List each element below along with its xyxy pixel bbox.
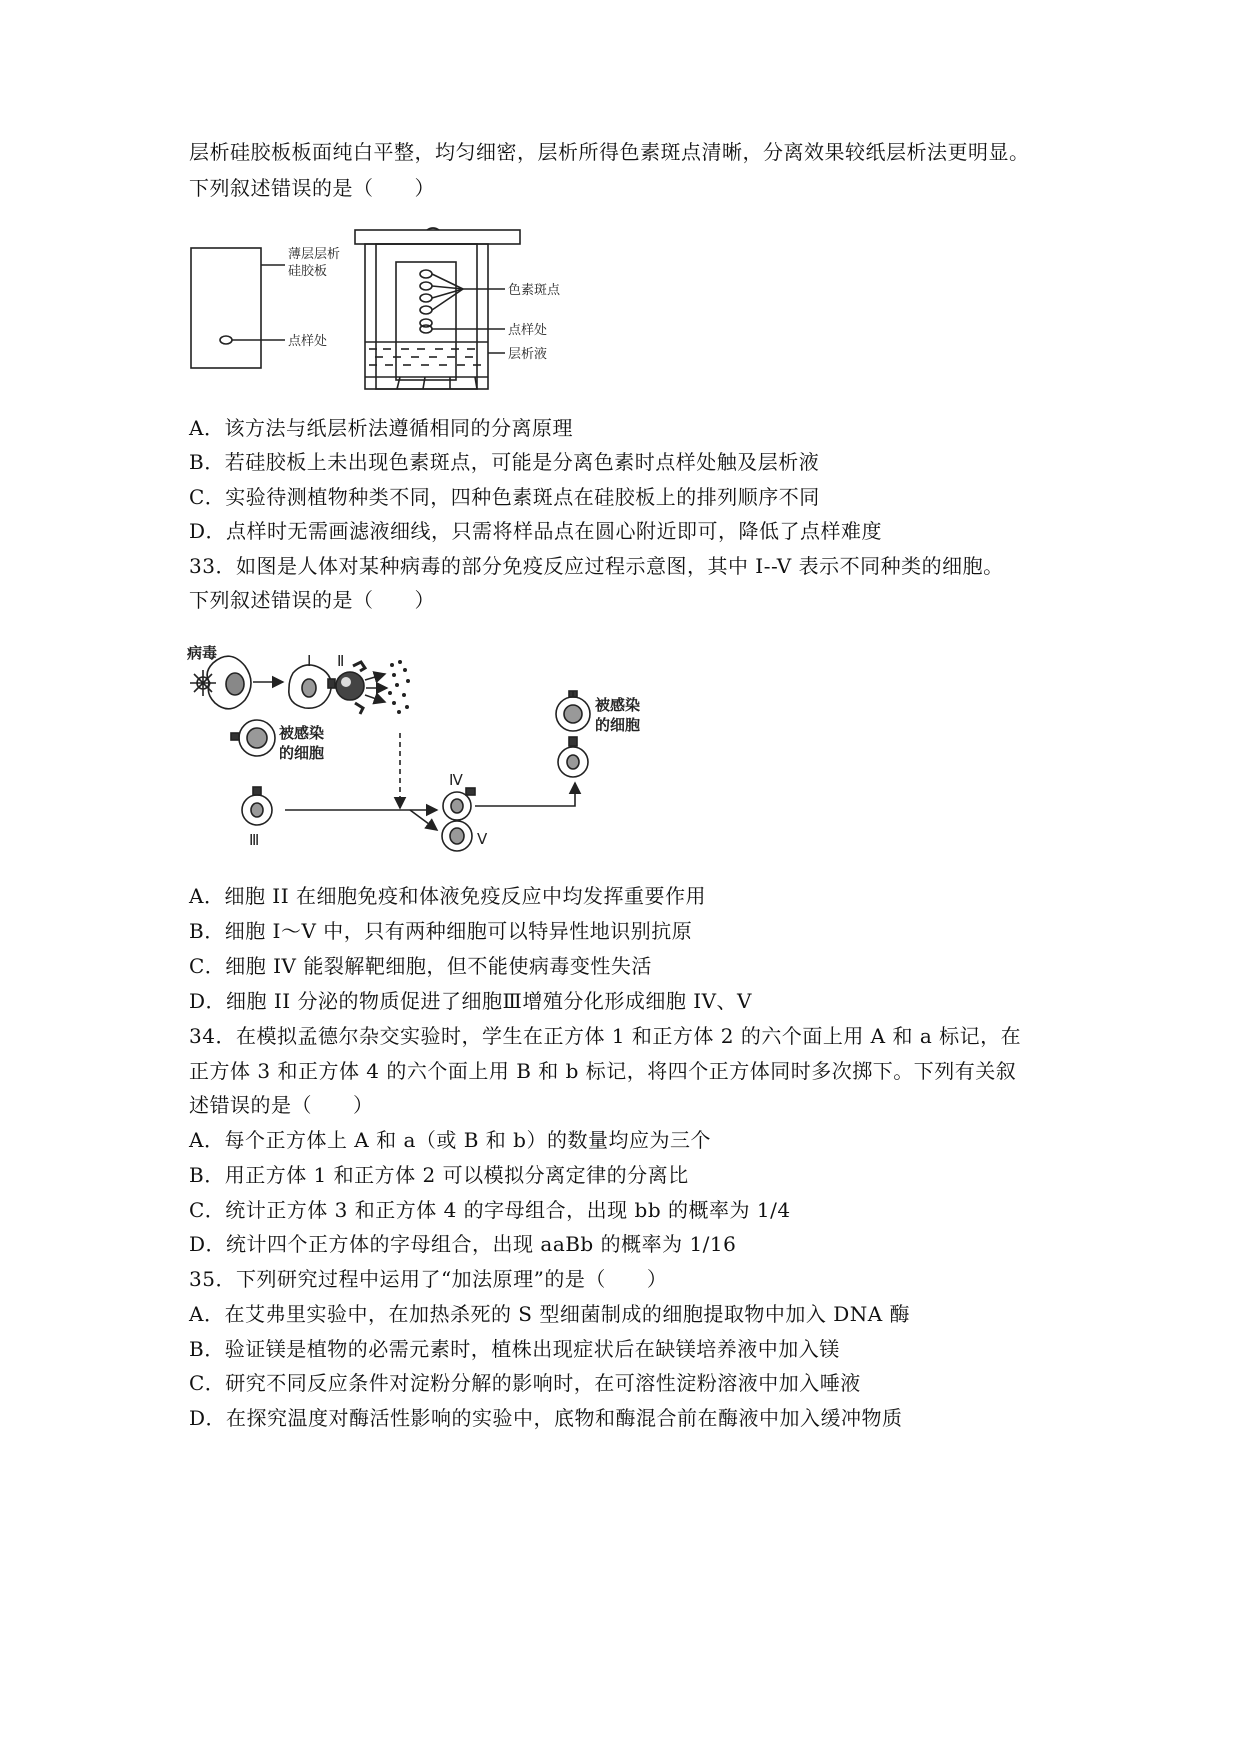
jar-lid (355, 230, 520, 244)
infected-label-2b: 的细胞 (595, 716, 641, 734)
immune-response-diagram (185, 638, 695, 863)
q33-stem-2: 下列叙述错误的是（ ） (189, 588, 435, 612)
pigment-spot-label: 色素斑点 (508, 283, 561, 298)
chromatography-diagram (185, 225, 605, 395)
q34-stem-1: 34．在模拟孟德尔杂交实验时，学生在正方体 1 和正方体 2 的六个面上用 A 和 a 标记，在 (189, 1024, 1022, 1048)
q32-option-a: A．该方法与纸层析法遵循相同的分离原理 (189, 416, 573, 440)
q35-option-c: C．研究不同反应条件对淀粉分解的影响时，在可溶性淀粉溶液中加入唾液 (189, 1371, 861, 1395)
silica-plate-left (191, 248, 261, 368)
silica-plate-jar (396, 262, 456, 380)
infected-label-1b: 的细胞 (279, 744, 325, 762)
q35-option-a: A．在艾弗里实验中，在加热杀死的 S 型细菌制成的细胞提取物中加入 DNA 酶 (189, 1302, 911, 1326)
q34-stem-3: 述错误的是（ ） (189, 1093, 374, 1117)
spot-left (220, 336, 232, 344)
q33-option-d: D．细胞 II 分泌的物质促进了细胞Ⅲ增殖分化形成细胞 IV、V (189, 989, 752, 1013)
q33-option-c: C．细胞 IV 能裂解靶细胞，但不能使病毒变性失活 (189, 954, 652, 978)
infected-label-2a: 被感染 (595, 696, 641, 714)
cell-I-label: Ⅰ (307, 652, 312, 670)
cell-V-label: Ⅴ (477, 830, 488, 848)
virus-label: 病毒 (187, 644, 218, 662)
cell-II-label: Ⅱ (337, 652, 345, 670)
q33-stem-1: 33．如图是人体对某种病毒的部分免疫反应过程示意图，其中 I--V 表示不同种类的细胞。 (189, 554, 1004, 578)
solvent-label: 层析液 (508, 347, 548, 362)
plate-label-1: 薄层层析 (288, 247, 341, 262)
q32-option-d: D．点样时无需画滤液细线，只需将样品点在圆心附近即可，降低了点样难度 (189, 519, 883, 543)
q34-option-a: A．每个正方体上 A 和 a（或 B 和 b）的数量均应为三个 (189, 1128, 711, 1152)
q32-option-c: C．实验待测植物种类不同，四种色素斑点在硅胶板上的排列顺序不同 (189, 485, 820, 509)
q33-option-b: B．细胞 I～V 中，只有两种细胞可以特异性地识别抗原 (189, 919, 693, 943)
infected-label-1a: 被感染 (279, 724, 325, 742)
q32-stem: 下列叙述错误的是（ ） (189, 176, 435, 200)
jar-outer (365, 244, 488, 389)
q35-stem: 35．下列研究过程中运用了“加法原理”的是（ ） (189, 1267, 668, 1291)
q32-intro: 层析硅胶板板面纯白平整，均匀细密，层析所得色素斑点清晰，分离效果较纸层析法更明显。 (189, 140, 1030, 164)
plate-label-2: 硅胶板 (288, 264, 328, 279)
cell-IV-label: Ⅳ (449, 771, 463, 789)
chromatography-figure (185, 225, 605, 395)
q35-option-d: D．在探究温度对酶活性影响的实验中，底物和酶混合前在酶液中加入缓冲物质 (189, 1406, 903, 1430)
q34-option-c: C．统计正方体 3 和正方体 4 的字母组合，出现 bb 的概率为 1/4 (189, 1198, 791, 1222)
q33-option-a: A．细胞 II 在细胞免疫和体液免疫反应中均发挥重要作用 (189, 884, 706, 908)
cell-III-label: Ⅲ (249, 831, 260, 849)
q34-option-b: B．用正方体 1 和正方体 2 可以模拟分离定律的分离比 (189, 1163, 689, 1187)
q35-option-b: B．验证镁是植物的必需元素时，植株出现症状后在缺镁培养液中加入镁 (189, 1337, 840, 1361)
immune-response-figure (185, 638, 695, 863)
q34-option-d: D．统计四个正方体的字母组合，出现 aaBb 的概率为 1/16 (189, 1232, 737, 1256)
cell-II (336, 672, 364, 700)
q32-option-b: B．若硅胶板上未出现色素斑点，可能是分离色素时点样处触及层析液 (189, 450, 820, 474)
q34-stem-2: 正方体 3 和正方体 4 的六个面上用 B 和 b 标记，将四个正方体同时多次掷下。下列有关叙 (189, 1059, 1017, 1083)
spot-label-left: 点样处 (288, 334, 328, 349)
spot-label-right: 点样处 (508, 323, 548, 338)
